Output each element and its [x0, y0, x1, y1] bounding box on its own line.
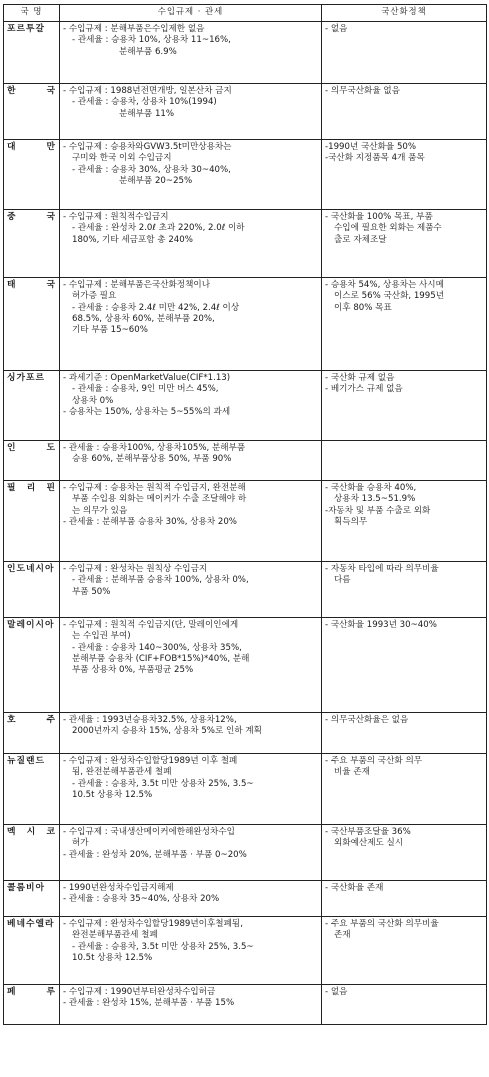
localization-policy-cell — [322, 618, 487, 713]
country-name: 인 도 — [4, 441, 60, 481]
policy-line: 외화예산제도 실시 — [334, 838, 404, 849]
import-regulation-cell — [60, 210, 322, 278]
import-line: 68.5%, 상용차 60%, 분해부품 20%, — [72, 314, 215, 325]
import-line: - 수입규제 : 원칙적수입금지 — [63, 212, 169, 222]
policy-line: 존재 — [334, 930, 351, 941]
tariff-table — [3, 4, 487, 1025]
header-country: 국 명 — [4, 5, 60, 22]
header-row — [4, 5, 487, 22]
import-line: - 관세율 : 승용차, 3.5t 미만 상용차 25%, 3.5~ — [72, 778, 254, 789]
policy-line: - 국산부품조달율 36% — [325, 827, 411, 837]
import-line: - 수입규제 : 분해부품은수입제한 없음 — [63, 24, 205, 34]
import-line: - 관세율 : 1993년승용차32.5%, 상용차12%, — [63, 715, 237, 725]
import-line: - 승용차는 150%, 상용차는 5~55%의 과세 — [63, 407, 231, 418]
import-line: 부품 50% — [72, 586, 111, 597]
import-regulation-cell — [60, 22, 322, 84]
policy-line: - 없음 — [325, 987, 348, 997]
import-regulation-cell — [60, 881, 322, 917]
table-row — [4, 84, 487, 140]
import-line: 상용차 0% — [72, 395, 114, 406]
country-name: 대 만 — [4, 140, 60, 210]
import-line: - 1990년완성차수입금지해제 — [63, 883, 174, 893]
import-line: - 수입규제 : 완성차는 원칙상 수입금지 — [63, 564, 208, 574]
import-line: 됨, 완전분해부품관세 철폐 — [72, 767, 172, 778]
localization-policy-cell — [322, 210, 487, 278]
import-regulation-cell — [60, 562, 322, 618]
policy-line: - 의무국산화율 없음 — [325, 86, 400, 96]
import-regulation-cell — [60, 84, 322, 140]
header-local: 국산화정책 — [322, 5, 487, 22]
import-regulation-cell — [60, 371, 322, 441]
import-line: - 과세기준 : OpenMarketValue(CIF*1.13) — [63, 373, 231, 383]
policy-line: - 베기가스 규제 없음 — [325, 384, 403, 395]
localization-policy-cell — [322, 84, 487, 140]
import-line: - 관세율 : 승용차100%, 상용차105%, 분해부품 — [63, 443, 246, 453]
import-line: - 수입규제 : 승용차와GVW3.5t미만상용차는 — [63, 142, 232, 152]
country-name: 포르투갈 — [4, 22, 60, 84]
country-name: 태 국 — [4, 278, 60, 371]
table-row — [4, 618, 487, 713]
import-line: - 수입규제 : 분해부품은국산화정책이나 — [63, 280, 211, 290]
import-line: - 관세율 : 분해부품 승용차 30%, 상용차 20% — [63, 517, 237, 528]
import-line: 분해부품 11% — [119, 108, 175, 119]
localization-policy-cell — [322, 985, 487, 1025]
import-line: 완전분해부품관세 철폐 — [72, 930, 158, 941]
table-row — [4, 562, 487, 618]
country-name: 콜롬비아 — [4, 881, 60, 917]
policy-line: - 국산화율 존재 — [325, 883, 384, 893]
localization-policy-cell — [322, 825, 487, 881]
import-line: - 관세율 : 승용차, 상용차 10%(1994) — [72, 97, 217, 108]
policy-line: - 의무국산화율은 없음 — [325, 715, 409, 725]
import-line: 분해부품 6.9% — [119, 46, 177, 57]
import-line: 분해부품 승용차 (CIF+FOB*15%)*40%, 분해 — [72, 654, 250, 665]
policy-line: - 국산화율 승용차 40%, — [325, 483, 417, 493]
country-name: 싱가포르 — [4, 371, 60, 441]
import-line: 는 의무가 있음 — [72, 505, 128, 516]
country-name: 페 루 — [4, 985, 60, 1025]
import-line: 승용 60%, 분해부품상용 50%, 부품 90% — [72, 454, 232, 465]
policy-line: 다름 — [334, 575, 351, 586]
header-import: 수입규제 · 관세 — [60, 5, 322, 22]
import-line: - 관세율 : 승용차 2.4ℓ 미만 42%, 2.4ℓ 이상 — [72, 302, 240, 313]
import-line: 허가증 필요 — [72, 291, 117, 302]
import-regulation-cell — [60, 618, 322, 713]
localization-policy-cell — [322, 278, 487, 371]
import-line: - 관세율 : 승용차 10%, 상용차 11~16%, — [72, 35, 231, 46]
import-line: 10.5t 상용차 12.5% — [72, 953, 153, 964]
import-line: - 관세율 : 완성차 15%, 분해부품 · 부품 15% — [63, 998, 235, 1009]
import-line: 10.5t 상용차 12.5% — [72, 790, 153, 801]
country-name: 중 국 — [4, 210, 60, 278]
import-line: 는 수입권 부여) — [72, 631, 131, 642]
import-line: 180%, 기타 세금포함 총 240% — [72, 234, 193, 245]
localization-policy-cell — [322, 371, 487, 441]
table-row — [4, 140, 487, 210]
import-line: - 관세율 : 완성차 20%, 분해부품 · 부품 0~20% — [63, 849, 247, 860]
import-line: - 관세율 : 승용차 30%, 상용차 30~40%, — [72, 164, 231, 175]
localization-policy-cell — [322, 881, 487, 917]
policy-line: 획득의무 — [334, 517, 368, 528]
localization-policy-cell — [322, 22, 487, 84]
import-line: 허가 — [72, 838, 89, 849]
policy-line: - 주요 부품의 국산화 의무 — [325, 756, 423, 766]
policy-line: -국산화 지정품목 4개 품목 — [325, 153, 425, 164]
import-line: - 수입규제 : 완성차수입할당1989년이후철폐됨, — [63, 919, 243, 929]
table-row — [4, 210, 487, 278]
import-line: 2000년까지 승용차 15%, 상용차 5%로 인하 계획 — [72, 726, 262, 737]
localization-policy-cell — [322, 562, 487, 618]
table-row — [4, 713, 487, 754]
table-row — [4, 825, 487, 881]
country-name: 말레이시아 — [4, 618, 60, 713]
localization-policy-cell — [322, 441, 487, 481]
country-name: 인도네시아 — [4, 562, 60, 618]
import-line: 분해부품 20~25% — [119, 176, 193, 187]
import-line: 부품 수입용 외화는 메이커가 수출 조달해야 하 — [72, 494, 247, 505]
table-row — [4, 985, 487, 1025]
country-name: 호 주 — [4, 713, 60, 754]
table-row — [4, 881, 487, 917]
import-regulation-cell — [60, 985, 322, 1025]
country-name: 베네수엘라 — [4, 917, 60, 985]
import-line: - 관세율 : 승용차 35~40%, 상용차 20% — [63, 894, 220, 905]
localization-policy-cell — [322, 713, 487, 754]
import-line: - 수입규제 : 1990년부터완성차수입허금 — [63, 987, 216, 997]
table-row — [4, 22, 487, 84]
policy-line: -1990년 국산화율 50% — [325, 142, 417, 152]
import-line: - 관세율 : 승용차, 3.5t 미만 상용차 25%, 3.5~ — [72, 941, 254, 952]
policy-line: - 국산화율 1993년 30~40% — [325, 620, 437, 630]
import-regulation-cell — [60, 917, 322, 985]
table-row — [4, 481, 487, 562]
policy-line: - 국산화 규제 없음 — [325, 373, 395, 383]
import-line: - 관세율 : 승용차 140~300%, 상용차 35%, — [72, 642, 242, 653]
policy-line: 상용차 13.5~51.9% — [334, 494, 416, 505]
policy-line: 수입에 필요한 외화는 제품수 — [334, 223, 442, 234]
policy-line: - 없음 — [325, 24, 348, 34]
import-line: 기타 부품 15~60% — [72, 325, 148, 336]
import-regulation-cell — [60, 825, 322, 881]
import-line: - 수입규제 : 완성차수입할당1989년 이후 철폐 — [63, 756, 238, 766]
import-line: - 수입규제 : 원칙적 수입금지(단, 말레이인에게 — [63, 620, 239, 630]
import-line: 부품 상용차 0%, 부품평균 25% — [72, 665, 194, 676]
import-regulation-cell — [60, 754, 322, 825]
table-row — [4, 441, 487, 481]
policy-line: - 자동차 타입에 따라 의무비율 — [325, 564, 439, 574]
policy-line: 이스로 56% 국산화, 1995년 — [334, 291, 445, 302]
import-line: - 관세율 : 완성차 2.0ℓ 초과 220%, 2.0ℓ 이하 — [72, 223, 245, 234]
import-line: - 관세율 : 승용차, 9인 미만 버스 45%, — [72, 384, 219, 395]
localization-policy-cell — [322, 754, 487, 825]
policy-line: - 승용차 54%, 상용차는 사시메 — [325, 280, 444, 290]
country-name: 뉴질랜드 — [4, 754, 60, 825]
policy-line: 이후 80% 목표 — [334, 302, 392, 313]
import-regulation-cell — [60, 278, 322, 371]
localization-policy-cell — [322, 140, 487, 210]
import-regulation-cell — [60, 481, 322, 562]
import-line: - 관세율 : 분해부품 승용차 100%, 상용차 0%, — [72, 575, 249, 586]
policy-line: - 국산화율 100% 목표, 부품 — [325, 212, 433, 222]
policy-line: -자동차 및 부품 수출로 외화 — [325, 505, 431, 516]
import-regulation-cell — [60, 441, 322, 481]
policy-line: - 주요 부품의 국산화 의무비율 — [325, 919, 439, 929]
import-line: - 수입규제 : 국내생산메이커에한해완성차수입 — [63, 827, 235, 837]
table-row — [4, 754, 487, 825]
import-line: - 수입규제 : 승용차는 원칙적 수입금지, 완전분해 — [63, 483, 246, 493]
country-name: 멕 시 코 — [4, 825, 60, 881]
policy-line: 출로 자체조달 — [334, 234, 387, 245]
import-line: 구미와 한국 이외 수입금지 — [72, 153, 172, 164]
country-name: 한 국 — [4, 84, 60, 140]
policy-line: 비율 존재 — [334, 767, 370, 778]
country-name: 필 리 핀 — [4, 481, 60, 562]
localization-policy-cell — [322, 481, 487, 562]
table-row — [4, 371, 487, 441]
import-regulation-cell — [60, 713, 322, 754]
import-line: - 수입규제 : 1988년전면개방, 일본산차 금지 — [63, 86, 232, 96]
import-regulation-cell — [60, 140, 322, 210]
table-row — [4, 278, 487, 371]
localization-policy-cell — [322, 917, 487, 985]
table-row — [4, 917, 487, 985]
